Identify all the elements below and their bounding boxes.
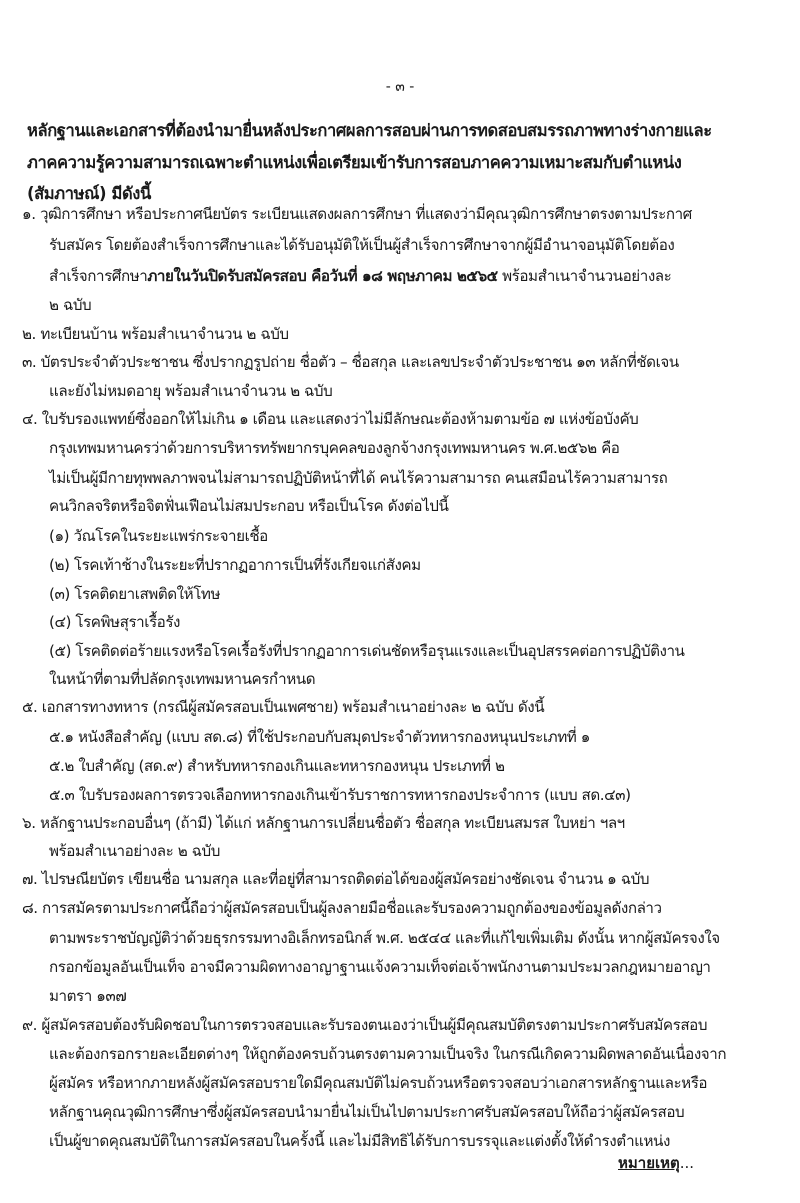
footnote-continuation	[618, 1151, 694, 1175]
item-4-sub-5-cont: ในหน้าที่ตามที่ปลัดกรุงเทพมหานครกำหนด	[49, 670, 316, 688]
item-9-line-4: หลักฐานคุณวุฒิการศึกษาซึ่งผู้สมัครสอบนำมายื่นไม่เป็นไปตามประกาศรับสมัครสอบให้ถือว่าผู้สมัครสอบ	[49, 1103, 685, 1121]
item-5-line-1: ๕. เอกสารทางทหาร (กรณีผู้สมัครสอบเป็นเพศชาย) พร้อมสำเนาอย่างละ ๒ ฉบับ ดังนี้	[22, 698, 545, 716]
item-3-line-2: และยังไม่หมดอายุ พร้อมสำเนาจำนวน ๒ ฉบับ	[49, 382, 333, 400]
note-label: หมายเหตุ	[618, 1154, 680, 1172]
item-3-line-1: ๓. บัตรประจำตัวประชาชน ซึ่งปรากฏรูปถ่าย ชื่อตัว – ชื่อสกุล และเลขประจำตัวประชาชน ๑๓ หลักที่ชัดเจน	[22, 353, 679, 371]
item-5-sub-3: ๕.๓ ใบรับรองผลการตรวจเลือกทหารกองเกินเข้ารับราชการทหารกองประจำการ (แบบ สด.๔๓)	[49, 786, 631, 804]
item-4-sub-1: (๑) วัณโรคในระยะแพร่กระจายเชื้อ	[49, 527, 268, 545]
item-4-line-1: ๔. ใบรับรองแพทย์ซึ่งออกให้ไม่เกิน ๑ เดือน และแสดงว่าไม่มีลักษณะต้องห้ามตามข้อ ๗ แห่งข้อบังคับ	[22, 410, 639, 428]
item-4-sub-5: (๕) โรคติดต่อร้ายแรงหรือโรคเรื้อรังที่ปรากฏอาการเด่นชัดหรือรุนแรงและเป็นอุปสรรคต่อการปฏิบัติงาน	[49, 642, 685, 660]
item-9-line-5: เป็นผู้ขาดคุณสมบัติในการสมัครสอบในครั้งนี้ และไม่มีสิทธิได้รับการบรรจุและแต่งตั้งให้ดำรงตำแหน่ง	[49, 1132, 670, 1150]
item-8-line-4: มาตรา ๑๓๗	[49, 987, 127, 1005]
item-1-line-4: ๒ ฉบับ	[49, 296, 92, 314]
item-6-line-1: ๖. หลักฐานประกอบอื่นๆ (ถ้ามี) ได้แก่ หลักฐานการเปลี่ยนชื่อตัว ชื่อสกุล ทะเบียนสมรส ใบหย่า ฯลฯ	[22, 814, 625, 832]
item-1-line-2: รับสมัคร โดยต้องสำเร็จการศึกษาและได้รับอนุมัติให้เป็นผู้สำเร็จการศึกษาจากผู้มีอำนาจอนุมัติโดยต้อง	[49, 236, 675, 254]
item-4-line-2: กรุงเทพมหานครว่าด้วยการบริหารทรัพยากรบุคคลของลูกจ้างกรุงเทพมหานคร พ.ศ.๒๕๖๒ คือ	[49, 439, 620, 457]
item-5-sub-1: ๕.๑ หนังสือสำคัญ (แบบ สด.๘) ที่ใช้ประกอบกับสมุดประจำตัวทหารกองหนุนประเภทที่ ๑	[49, 728, 590, 746]
item-1-text-tail: พร้อมสำเนาจำนวนอย่างละ	[497, 267, 672, 285]
item-4-sub-2: (๒) โรคเท้าช้างในระยะที่ปรากฏอาการเป็นที่รังเกียจแก่สังคม	[49, 556, 421, 574]
item-4-sub-4: (๔) โรคพิษสุราเรื้อรัง	[49, 613, 181, 631]
heading-line-2: ภาคความรู้ความสามารถเฉพาะตำแหน่งเพื่อเตรียมเข้ารับการสอบภาคความเหมาะสมกับตำแหน่ง	[27, 153, 682, 172]
item-8-line-2: ตามพระราชบัญญัติว่าด้วยธุรกรรมทางอิเล็กทรอนิกส์ พ.ศ. ๒๕๔๔ และที่แก้ไขเพิ่มเติม ดังนั้น หากผู้สมัครจงใจ	[49, 929, 720, 947]
item-6-line-2: พร้อมสำเนาอย่างละ ๒ ฉบับ	[49, 842, 220, 860]
item-8-line-1: ๘. การสมัครตามประกาศนี้ถือว่าผู้สมัครสอบเป็นผู้ลงลายมือชื่อและรับรองความถูกต้องของข้อมูลดังกล่าว	[22, 899, 662, 917]
heading-line-3: (สัมภาษณ์) มีดังนี้	[27, 184, 151, 203]
item-4-line-4: คนวิกลจริตหรือจิตฟั่นเฟือนไม่สมประกอบ หรือเป็นโรค ดังต่อไปนี้	[49, 497, 449, 515]
item-9-line-2: และต้องกรอกรายละเอียดต่างๆ ให้ถูกต้องครบถ้วนตรงตามความเป็นจริง ในกรณีเกิดความผิดพลาดอันเนื่องจาก	[49, 1045, 727, 1063]
item-2: ๒. ทะเบียนบ้าน พร้อมสำเนาจำนวน ๒ ฉบับ	[22, 325, 289, 343]
item-1-text: สำเร็จการศึกษา	[49, 267, 148, 285]
item-4-line-3: ไม่เป็นผู้มีกายทุพพลภาพจนไม่สามารถปฏิบัติหน้าที่ได้ คนไร้ความสามารถ คนเสมือนไร้ความสามารถ	[49, 469, 668, 487]
item-9-line-3: ผู้สมัคร หรือหากภายหลังผู้สมัครสอบรายใดมีคุณสมบัติไม่ครบถ้วนหรือตรวจสอบว่าเอกสารหลักฐานและหรือ	[49, 1074, 708, 1092]
page-number: - ๓ -	[385, 79, 415, 95]
item-1-line-1: ๑. วุฒิการศึกษา หรือประกาศนียบัตร ระเบียนแสดงผลการศึกษา ที่แสดงว่ามีคุณวุฒิการศึกษาตรงตามประกาศ	[22, 205, 692, 223]
note-ellipsis: ...	[679, 1154, 695, 1172]
item-7: ๗. ไปรษณียบัตร เขียนชื่อ นามสกุล และที่อยู่ที่สามารถติดต่อได้ของผู้สมัครอย่างชัดเจน จำนวน ๑ ฉบับ	[22, 870, 650, 888]
item-4-sub-3: (๓) โรคติดยาเสพติดให้โทษ	[49, 585, 221, 603]
item-8-line-3: กรอกข้อมูลอันเป็นเท็จ อาจมีความผิดทางอาญาฐานแจ้งความเท็จต่อเจ้าพนักงานตามประมวลกฎหมายอาญา	[49, 958, 711, 976]
item-9-line-1: ๙. ผู้สมัครสอบต้องรับผิดชอบในการตรวจสอบและรับรองตนเองว่าเป็นผู้มีคุณสมบัติตรงตามประกาศรับสมัครสอบ	[22, 1016, 708, 1034]
deadline-text: ภายในวันปิดรับสมัครสอบ คือวันที่ ๑๘ พฤษภาคม ๒๕๖๕	[147, 267, 498, 285]
item-1-line-3	[49, 266, 671, 286]
item-5-sub-2: ๕.๒ ใบสำคัญ (สด.๙) สำหรับทหารกองเกินและทหารกองหนุน ประเภทที่ ๒	[49, 757, 505, 775]
heading-line-1: หลักฐานและเอกสารที่ต้องนำมายื่นหลังประกาศผลการสอบผ่านการทดสอบสมรรถภาพทางร่างกายและ	[27, 121, 712, 140]
